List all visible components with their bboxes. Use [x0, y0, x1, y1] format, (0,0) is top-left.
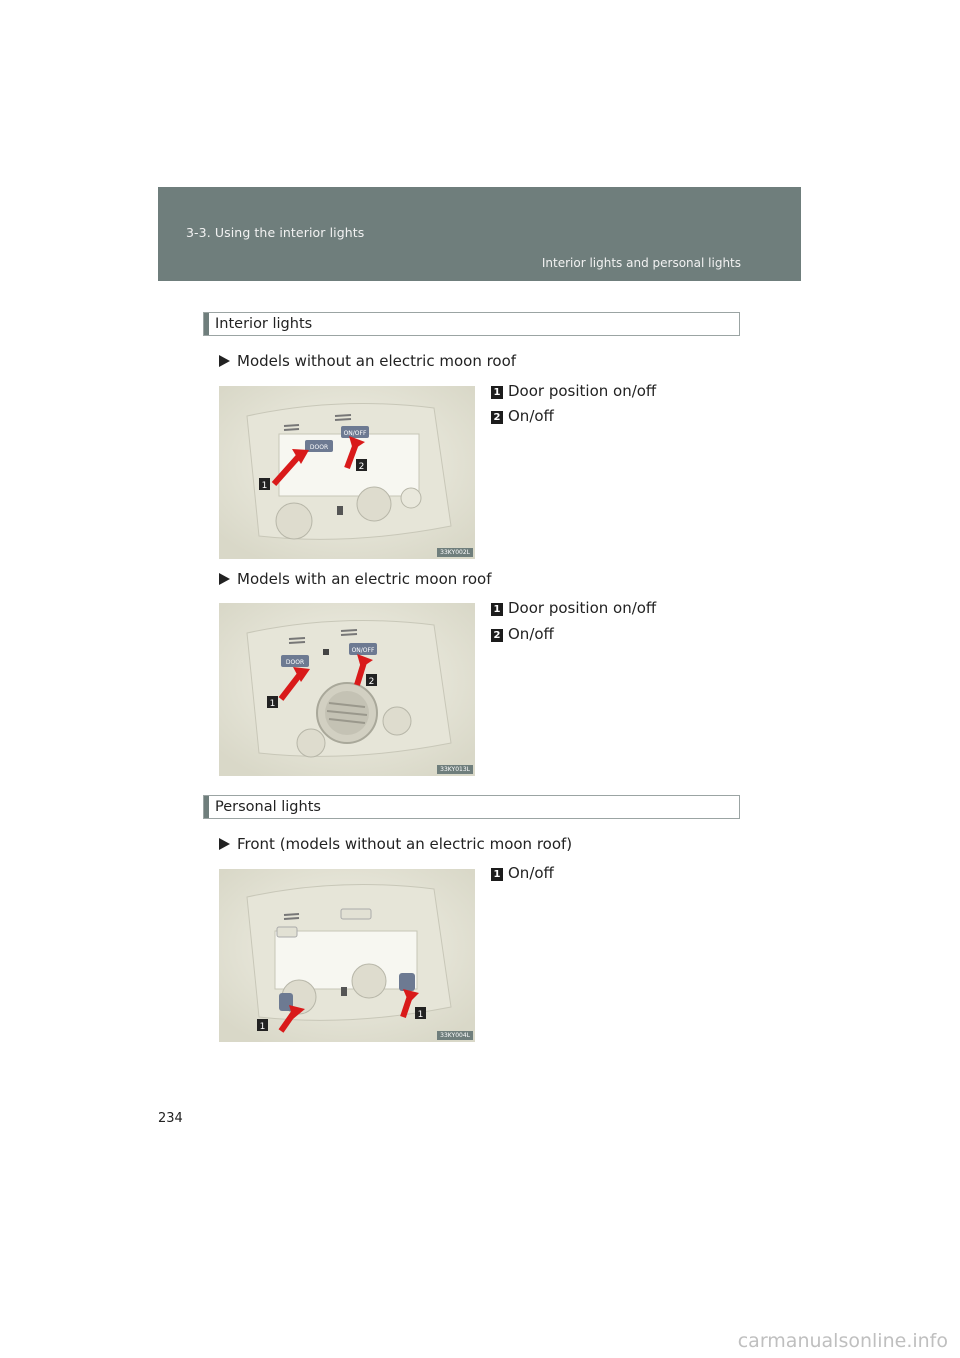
legend-text: On/off — [508, 625, 554, 643]
legend-item — [491, 407, 554, 425]
figure-callout-1: 1 — [261, 481, 268, 491]
legend-text: On/off — [508, 864, 554, 882]
bullet-text: Models with an electric moon roof — [237, 570, 492, 588]
legend-item — [491, 382, 656, 400]
section-subtitle: Interior lights and personal lights — [541, 256, 741, 270]
number-badge-icon: 1 — [491, 603, 503, 616]
section-heading-interior-lights — [203, 312, 740, 336]
onoff-button-label: ON/OFF — [351, 647, 375, 654]
bullet-text: Models without an electric moon roof — [237, 352, 517, 370]
onoff-button-label: ON/OFF — [343, 430, 367, 437]
interior-lights-figure-moonroof — [219, 603, 475, 776]
page-number: 234 — [158, 1111, 183, 1126]
number-badge-icon: 2 — [491, 629, 503, 642]
figure-code: 33KY013L — [437, 765, 473, 774]
figure-callout-1: 1 — [269, 699, 276, 709]
section-heading-personal-lights — [203, 795, 740, 819]
bullet-models-without-moon-roof — [219, 352, 516, 370]
legend-item — [491, 599, 656, 617]
figure-code: 33KY004L — [437, 1031, 473, 1040]
number-badge-icon: 2 — [491, 411, 503, 424]
door-button-label: DOOR — [285, 659, 305, 666]
legend-text: On/off — [508, 407, 554, 425]
figure-callout-1: 1 — [417, 1010, 424, 1020]
door-button-label: DOOR — [309, 444, 329, 451]
triangle-bullet-icon — [219, 838, 230, 850]
personal-lights-figure — [219, 869, 475, 1042]
bullet-text: Front (models without an electric moon roof) — [237, 835, 573, 853]
watermark: carmanualsonline.info — [737, 1330, 948, 1352]
legend-text: Door position on/off — [508, 599, 657, 617]
figure-callout-2: 2 — [368, 677, 375, 687]
triangle-bullet-icon — [219, 355, 230, 367]
legend-text: Door position on/off — [508, 382, 657, 400]
bullet-front-personal-lights — [219, 835, 572, 853]
legend-item — [491, 625, 554, 643]
chapter-title: 3-3. Using the interior lights — [186, 225, 365, 240]
number-badge-icon: 1 — [491, 868, 503, 881]
section-heading-text: Personal lights — [215, 799, 321, 815]
section-heading-text: Interior lights — [215, 316, 313, 332]
legend-item — [491, 864, 554, 882]
number-badge-icon: 1 — [491, 386, 503, 399]
figure-callout-2: 2 — [358, 462, 365, 472]
interior-lights-figure-no-moonroof — [219, 386, 475, 559]
triangle-bullet-icon — [219, 573, 230, 585]
bullet-models-with-moon-roof — [219, 570, 492, 588]
chapter-header — [158, 187, 801, 281]
figure-code: 33KY002L — [437, 548, 473, 557]
figure-callout-1: 1 — [259, 1022, 266, 1032]
